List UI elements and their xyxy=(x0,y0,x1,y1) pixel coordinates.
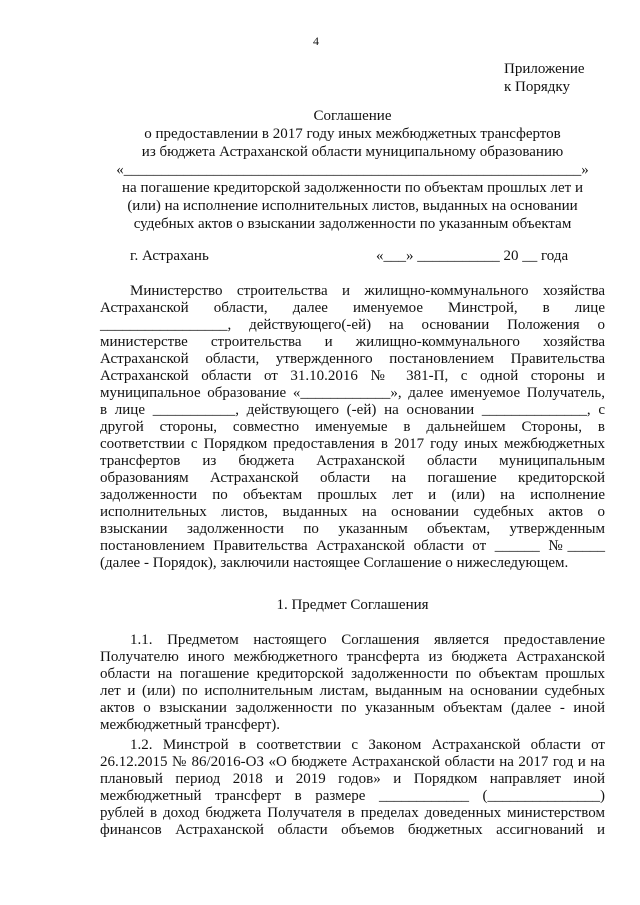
clause-1-1-line: межбюджетный трансферт). xyxy=(100,717,281,733)
clause-1-2-line: плановый период 2018 и 2019 годов» и Порядком направляет иной xyxy=(100,771,605,787)
clause-1-2-line: 26.12.2015 № 86/2016-ОЗ «О бюджете Астраханской области на 2017 год и на xyxy=(100,754,605,770)
place: г. Астрахань xyxy=(130,248,209,264)
preamble-line: соответствии с Порядком предоставления в 2017 году иных межбюджетных xyxy=(100,436,605,452)
appendix-line-1: Приложение xyxy=(504,61,585,77)
preamble-line: в лице ___________, действующего (-ей) на основании ______________, с xyxy=(100,402,605,418)
clause-1-1-line: Получателю иного межбюджетного трансферта из бюджета Астраханской xyxy=(100,649,605,665)
clause-1-2-line: 1.2. Минстрой в соответствии с Законом Астраханской области от xyxy=(130,737,605,753)
preamble-line: задолженности по объектам прошлых лет и (или) на исполнение xyxy=(100,487,605,503)
preamble-line: муниципальное образование «____________», далее именуемое Получатель, xyxy=(100,385,605,401)
clause-1-1-line: лет и (или) по исполнительным листам, выданным на основании судебных xyxy=(100,683,605,699)
clause-1-1-line: актов о взыскании задолженности по указанным объектам (далее - иной xyxy=(100,700,605,716)
title-line: о предоставлении в 2017 году иных межбюджетных трансфертов xyxy=(144,126,561,142)
section-1-title: 1. Предмет Соглашения xyxy=(276,597,429,613)
preamble-line: трансфертов из бюджета Астраханской области муниципальным xyxy=(100,453,605,469)
preamble-line: министерстве строительства и жилищно-коммунального хозяйства xyxy=(100,334,605,350)
clause-1-2-line: рублей в доход бюджета Получателя в пределах доведенных министерством xyxy=(100,805,605,821)
page-number: 4 xyxy=(313,34,319,48)
preamble-line: взыскании задолженности по указанным объектам, утвержденным xyxy=(100,521,605,537)
preamble-line: другой стороны, совместно именуемые в дальнейшем Стороны, в xyxy=(100,419,605,435)
preamble-line: (далее - Порядок), заключили настоящее Соглашение о нижеследующем. xyxy=(100,555,569,571)
preamble-line: постановлением Правительства Астраханской области от ______ №_____ xyxy=(100,538,605,554)
clause-1-1-line: области на погашение кредиторской задолженности по объектам прошлых xyxy=(100,666,605,682)
preamble-line: _________________, действующего(-ей) на основании Положения о xyxy=(100,317,605,333)
title-line: (или) на исполнение исполнительных листов, выданных на основании xyxy=(127,198,578,214)
agreement-heading: Соглашение xyxy=(313,108,392,124)
title-line: на погашение кредиторской задолженности по объектам прошлых лет и xyxy=(122,180,583,196)
preamble-line: Астраханской области, утвержденного постановлением Правительства xyxy=(100,351,605,367)
clause-1-1-line: 1.1. Предметом настоящего Соглашения является предоставление xyxy=(130,632,605,648)
clause-1-2-line: финансов Астраханской области объемов бюджетных ассигнований и xyxy=(100,822,605,838)
appendix-line-2: к Порядку xyxy=(504,79,570,95)
preamble-line: образованиям Астраханской области на погашение кредиторской xyxy=(100,470,605,486)
preamble-line: Министерство строительства и жилищно-коммунального хозяйства xyxy=(130,283,605,299)
clause-1-2-line: межбюджетный трансферт в размере ____________ (_______________) xyxy=(100,788,605,804)
preamble-line: Астраханской области от 31.10.2016 № 381-П, с одной стороны и xyxy=(100,368,605,384)
title-line: «_____________________________________________________________» xyxy=(116,162,589,178)
preamble-line: исполнительных листов, выданных на основании судебных актов о xyxy=(100,504,605,520)
date-blank: «___» ___________ 20 __ года xyxy=(376,248,569,264)
title-line: судебных актов о взыскании задолженности по указанным объектам xyxy=(133,216,572,232)
preamble-line: Астраханской области, далее именуемое Минстрой, в лице xyxy=(100,300,605,316)
title-line: из бюджета Астраханской области муниципальному образованию xyxy=(141,144,564,160)
